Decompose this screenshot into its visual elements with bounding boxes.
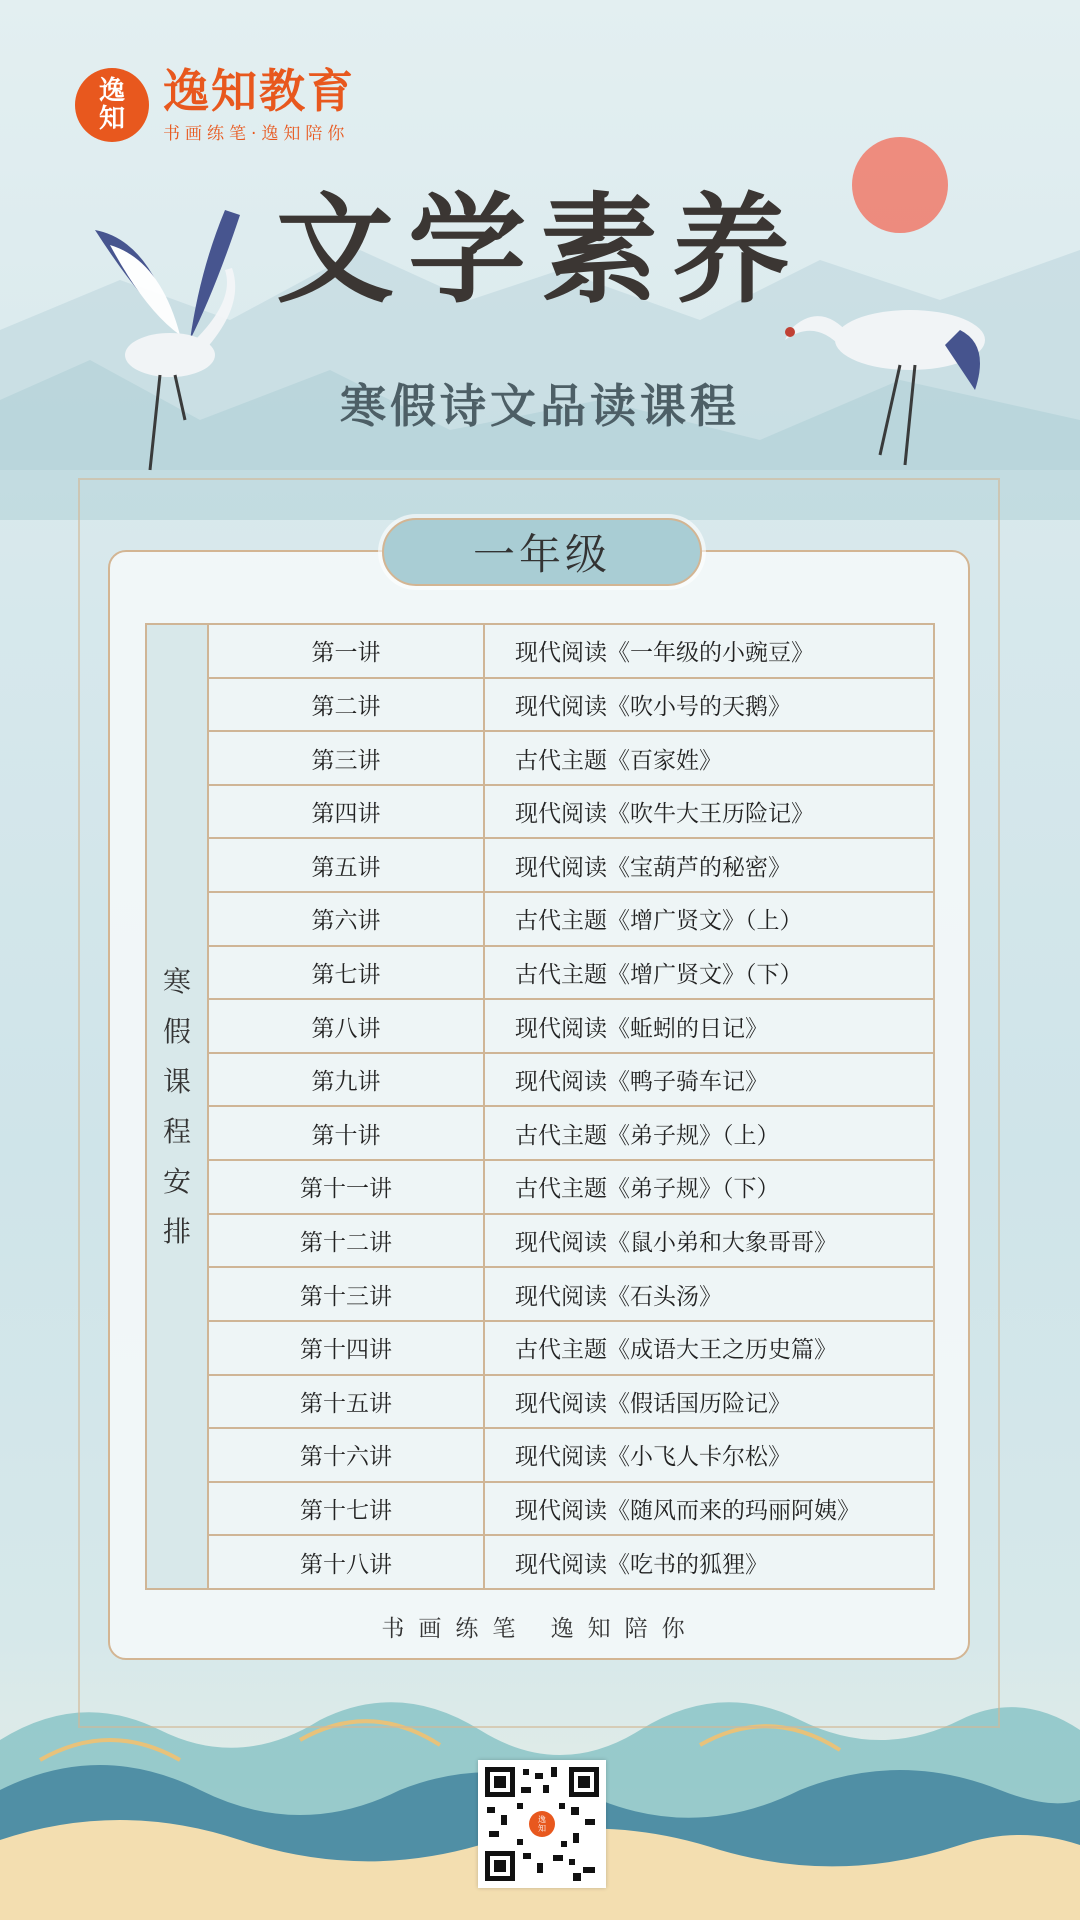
lesson-row <box>146 1535 934 1589</box>
lesson-row <box>146 1428 934 1482</box>
lesson-title: 现代阅读《吹牛大王历险记》 <box>484 785 934 839</box>
lesson-number: 第十八讲 <box>208 1535 484 1589</box>
brand-slogan: 书画练笔·逸知陪你 <box>163 124 350 144</box>
lesson-number: 第五讲 <box>208 838 484 892</box>
lesson-title: 古代主题《弟子规》（上） <box>484 1106 934 1160</box>
lesson-row <box>146 1160 934 1214</box>
lesson-number: 第十五讲 <box>208 1375 484 1429</box>
side-label-char: 程 <box>162 1114 191 1148</box>
lesson-row <box>146 1267 934 1321</box>
lesson-row <box>146 785 934 839</box>
lesson-number: 第八讲 <box>208 999 484 1053</box>
side-label-char: 课 <box>162 1064 191 1098</box>
side-label-char: 假 <box>162 1014 191 1048</box>
lesson-row <box>146 892 934 946</box>
qr-logo-bottom: 知 <box>538 1824 546 1833</box>
lesson-number: 第七讲 <box>208 946 484 1000</box>
qr-code[interactable] <box>478 1760 606 1888</box>
lesson-row <box>146 678 934 732</box>
lesson-number: 第六讲 <box>208 892 484 946</box>
brand-badge-top: 逸 <box>98 75 125 106</box>
lesson-number: 第十六讲 <box>208 1428 484 1482</box>
lesson-title: 现代阅读《鼠小弟和大象哥哥》 <box>484 1214 934 1268</box>
brand-logo <box>75 65 355 144</box>
lesson-row <box>146 1375 934 1429</box>
lesson-title: 现代阅读《宝葫芦的秘密》 <box>484 838 934 892</box>
lesson-title: 现代阅读《鸭子骑车记》 <box>484 1053 934 1107</box>
lesson-title: 现代阅读《石头汤》 <box>484 1267 934 1321</box>
qr-logo-top: 逸 <box>538 1815 546 1824</box>
schedule-body <box>146 624 934 1589</box>
lesson-title: 现代阅读《小飞人卡尔松》 <box>484 1428 934 1482</box>
footer-slogan: 书画练笔 逸知陪你 <box>381 1616 699 1642</box>
brand-text <box>163 65 355 144</box>
side-label-char: 排 <box>162 1214 191 1248</box>
brand-badge-bottom: 知 <box>98 103 125 134</box>
lesson-title: 现代阅读《吹小号的天鹅》 <box>484 678 934 732</box>
brand-name: 逸知教育 <box>163 64 355 118</box>
lesson-number: 第十七讲 <box>208 1482 484 1536</box>
lesson-title: 古代主题《增广贤文》（上） <box>484 892 934 946</box>
lesson-title: 古代主题《百家姓》 <box>484 731 934 785</box>
qr-center-logo <box>529 1811 555 1837</box>
lesson-title: 现代阅读《蚯蚓的日记》 <box>484 999 934 1053</box>
lesson-row <box>146 1321 934 1375</box>
page-subtitle: 寒假诗文品读课程 <box>340 379 740 433</box>
lesson-row <box>146 946 934 1000</box>
lesson-number: 第三讲 <box>208 731 484 785</box>
lesson-title: 现代阅读《一年级的小豌豆》 <box>484 624 934 678</box>
lesson-number: 第二讲 <box>208 678 484 732</box>
lesson-row <box>146 1482 934 1536</box>
lesson-number: 第一讲 <box>208 624 484 678</box>
lesson-row <box>146 999 934 1053</box>
lesson-title: 古代主题《弟子规》（下） <box>484 1160 934 1214</box>
schedule-side-label <box>146 624 208 1589</box>
lesson-number: 第十讲 <box>208 1106 484 1160</box>
lesson-number: 第十二讲 <box>208 1214 484 1268</box>
lesson-title: 现代阅读《吃书的狐狸》 <box>484 1535 934 1589</box>
page-title: 文学素养 <box>275 180 804 319</box>
lesson-row <box>146 624 934 678</box>
side-label-char: 寒 <box>162 964 191 998</box>
lesson-row <box>146 1214 934 1268</box>
lesson-number: 第九讲 <box>208 1053 484 1107</box>
side-label-char: 安 <box>162 1164 191 1198</box>
lesson-title: 古代主题《增广贤文》（下） <box>484 946 934 1000</box>
grade-badge: 一年级 <box>382 518 702 586</box>
lesson-row <box>146 1053 934 1107</box>
lesson-title: 现代阅读《随风而来的玛丽阿姨》 <box>484 1482 934 1536</box>
lesson-number: 第十四讲 <box>208 1321 484 1375</box>
lesson-row <box>146 1106 934 1160</box>
lesson-number: 第四讲 <box>208 785 484 839</box>
lesson-title: 现代阅读《假话国历险记》 <box>484 1375 934 1429</box>
lesson-row <box>146 838 934 892</box>
lesson-number: 第十三讲 <box>208 1267 484 1321</box>
lesson-row <box>146 731 934 785</box>
brand-badge <box>75 68 149 142</box>
lesson-number: 第十一讲 <box>208 1160 484 1214</box>
course-schedule-table <box>145 623 935 1590</box>
lesson-title: 古代主题《成语大王之历史篇》 <box>484 1321 934 1375</box>
